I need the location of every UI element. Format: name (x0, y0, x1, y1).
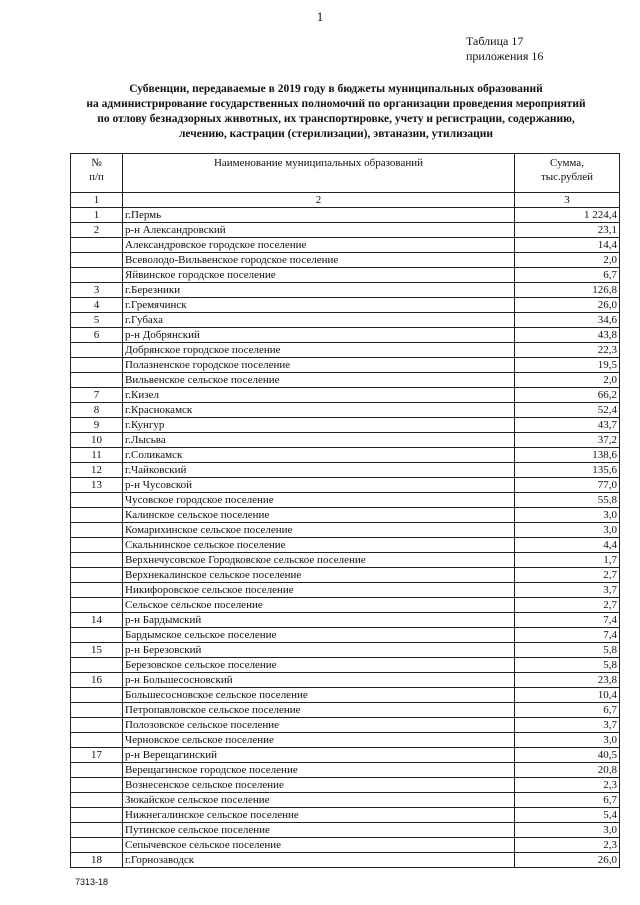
page-number: 1 (316, 9, 324, 24)
row-sum: 40,5 (515, 748, 620, 763)
row-name: р-н Березовский (123, 643, 515, 658)
row-name: г.Губаха (123, 313, 515, 328)
row-name: Скальнинское сельское поселение (123, 538, 515, 553)
table-row (71, 418, 620, 433)
row-number (71, 553, 123, 568)
table-row (71, 553, 620, 568)
header-number (71, 154, 123, 193)
document-title (60, 82, 612, 142)
row-sum: 37,2 (515, 433, 620, 448)
row-number (71, 808, 123, 823)
row-sum: 77,0 (515, 478, 620, 493)
row-number: 8 (71, 403, 123, 418)
row-number: 1 (71, 208, 123, 223)
row-sum: 4,4 (515, 538, 620, 553)
row-name: Зюкайское сельское поселение (123, 793, 515, 808)
row-number (71, 823, 123, 838)
header-number-line: п/п (89, 171, 104, 183)
row-sum: 5,8 (515, 658, 620, 673)
row-sum: 1,7 (515, 553, 620, 568)
header-sum-line: тыс.рублей (540, 171, 594, 183)
row-name: Верхнечусовское Городковское сельское поселение (123, 553, 515, 568)
row-name: г.Березники (123, 283, 515, 298)
table-row (71, 748, 620, 763)
row-name: Черновское сельское поселение (123, 733, 515, 748)
table-reference (466, 34, 543, 64)
row-number: 18 (71, 853, 123, 868)
table-row (71, 613, 620, 628)
row-number (71, 628, 123, 643)
row-sum: 26,0 (515, 298, 620, 313)
table-row (71, 538, 620, 553)
table-row (71, 433, 620, 448)
header-sum (515, 154, 620, 193)
row-number (71, 493, 123, 508)
row-sum: 6,7 (515, 268, 620, 283)
title-line: лечению, кастрации (стерилизации), эвтаназии, утилизации (178, 128, 494, 140)
row-name: Бардымское сельское поселение (123, 628, 515, 643)
row-name: Яйвинское городское поселение (123, 268, 515, 283)
table-row (71, 718, 620, 733)
table-header-row (71, 154, 620, 193)
row-name: г.Лысьва (123, 433, 515, 448)
row-name: Полозовское сельское поселение (123, 718, 515, 733)
row-sum: 55,8 (515, 493, 620, 508)
row-name: Никифоровское сельское поселение (123, 583, 515, 598)
row-sum: 23,8 (515, 673, 620, 688)
row-sum: 3,0 (515, 523, 620, 538)
header-number-line: № (91, 157, 102, 169)
column-index: 2 (123, 193, 515, 208)
row-sum: 2,7 (515, 568, 620, 583)
row-sum: 6,7 (515, 793, 620, 808)
row-sum: 2,0 (515, 373, 620, 388)
row-name: Калинское сельское поселение (123, 508, 515, 523)
row-number (71, 598, 123, 613)
title-line: на администрирование государственных полномочий по организации проведения мероприятий (86, 98, 586, 110)
row-name: г.Соликамск (123, 448, 515, 463)
row-name: Александровское городское поселение (123, 238, 515, 253)
table-row (71, 283, 620, 298)
row-name: Петропавловское сельское поселение (123, 703, 515, 718)
table-row (71, 778, 620, 793)
table-row (71, 478, 620, 493)
table-row (71, 628, 620, 643)
row-number: 9 (71, 418, 123, 433)
table-row (71, 763, 620, 778)
header-name: Наименование муниципальных образований (123, 154, 515, 193)
row-number: 14 (71, 613, 123, 628)
row-number (71, 658, 123, 673)
row-name: Нижнегалинское сельское поселение (123, 808, 515, 823)
row-number: 2 (71, 223, 123, 238)
row-number: 11 (71, 448, 123, 463)
table-row (71, 643, 620, 658)
row-number (71, 358, 123, 373)
row-name: Полазненское городское поселение (123, 358, 515, 373)
table-row (71, 703, 620, 718)
row-sum: 2,3 (515, 778, 620, 793)
row-sum: 7,4 (515, 628, 620, 643)
row-sum: 43,8 (515, 328, 620, 343)
row-name: Сельское сельское поселение (123, 598, 515, 613)
table-body (71, 208, 620, 868)
row-number: 5 (71, 313, 123, 328)
table-row (71, 253, 620, 268)
row-sum: 3,0 (515, 823, 620, 838)
row-number: 16 (71, 673, 123, 688)
table-row (71, 568, 620, 583)
row-name: Верхнекалинское сельское поселение (123, 568, 515, 583)
row-sum: 3,7 (515, 583, 620, 598)
footer-code: 7313-18 (75, 877, 109, 887)
row-number: 17 (71, 748, 123, 763)
table-row (71, 508, 620, 523)
row-number (71, 538, 123, 553)
table-row (71, 658, 620, 673)
row-name: Сепычевское сельское поселение (123, 838, 515, 853)
row-name: г.Гремячинск (123, 298, 515, 313)
row-name: Всеволодо-Вильвенское городское поселение (123, 253, 515, 268)
table-row (71, 328, 620, 343)
row-name: Вильвенское сельское поселение (123, 373, 515, 388)
table-row (71, 808, 620, 823)
row-sum: 5,8 (515, 643, 620, 658)
row-sum: 43,7 (515, 418, 620, 433)
row-number (71, 523, 123, 538)
row-sum: 3,0 (515, 508, 620, 523)
row-sum: 1 224,4 (515, 208, 620, 223)
row-name: Комарихинское сельское поселение (123, 523, 515, 538)
row-number (71, 373, 123, 388)
row-name: г.Горнозаводск (123, 853, 515, 868)
row-sum: 2,0 (515, 253, 620, 268)
column-index-row (71, 193, 620, 208)
row-sum: 2,7 (515, 598, 620, 613)
table-row (71, 493, 620, 508)
table-row (71, 358, 620, 373)
row-number (71, 688, 123, 703)
row-name: р-н Бардымский (123, 613, 515, 628)
row-name: р-н Добрянский (123, 328, 515, 343)
subvention-table (70, 153, 620, 868)
row-number (71, 268, 123, 283)
table-row (71, 448, 620, 463)
table-row (71, 373, 620, 388)
row-name: Березовское сельское поселение (123, 658, 515, 673)
row-number: 6 (71, 328, 123, 343)
row-sum: 138,6 (515, 448, 620, 463)
row-name: Чусовское городское поселение (123, 493, 515, 508)
row-sum: 126,8 (515, 283, 620, 298)
table-row (71, 403, 620, 418)
column-index: 1 (71, 193, 123, 208)
row-number (71, 718, 123, 733)
column-index: 3 (515, 193, 620, 208)
table-row (71, 388, 620, 403)
row-sum: 10,4 (515, 688, 620, 703)
row-name: Путинское сельское поселение (123, 823, 515, 838)
row-sum: 2,3 (515, 838, 620, 853)
row-number (71, 703, 123, 718)
row-sum: 52,4 (515, 403, 620, 418)
row-name: Верещагинское городское поселение (123, 763, 515, 778)
table-row (71, 793, 620, 808)
row-number: 10 (71, 433, 123, 448)
row-sum: 3,7 (515, 718, 620, 733)
table-row (71, 823, 620, 838)
row-number: 12 (71, 463, 123, 478)
row-sum: 3,0 (515, 733, 620, 748)
row-number (71, 763, 123, 778)
table-row (71, 598, 620, 613)
row-number (71, 778, 123, 793)
row-sum: 6,7 (515, 703, 620, 718)
row-number (71, 838, 123, 853)
row-sum: 66,2 (515, 388, 620, 403)
row-name: Добрянское городское поселение (123, 343, 515, 358)
row-sum: 7,4 (515, 613, 620, 628)
row-sum: 5,4 (515, 808, 620, 823)
row-name: г.Чайковский (123, 463, 515, 478)
table-row (71, 853, 620, 868)
row-number: 4 (71, 298, 123, 313)
table-reference-line: приложения 16 (466, 49, 544, 63)
header-sum-line: Сумма, (550, 157, 584, 169)
row-number (71, 508, 123, 523)
table-row (71, 583, 620, 598)
row-sum: 20,8 (515, 763, 620, 778)
row-number (71, 253, 123, 268)
row-name: Вознесенское сельское поселение (123, 778, 515, 793)
row-sum: 135,6 (515, 463, 620, 478)
row-number: 15 (71, 643, 123, 658)
table-row (71, 733, 620, 748)
row-sum: 26,0 (515, 853, 620, 868)
row-name: г.Краснокамск (123, 403, 515, 418)
title-line: Субвенции, передаваемые в 2019 году в бюджеты муниципальных образований (129, 83, 543, 95)
row-name: г.Кизел (123, 388, 515, 403)
row-number: 3 (71, 283, 123, 298)
table-row (71, 523, 620, 538)
row-name: г.Пермь (123, 208, 515, 223)
row-number (71, 238, 123, 253)
table-row (71, 313, 620, 328)
row-name: р-н Большесосновский (123, 673, 515, 688)
row-number (71, 733, 123, 748)
row-number: 7 (71, 388, 123, 403)
title-line: по отлову безнадзорных животных, их транспортировке, учету и регистрации, содержанию, (97, 113, 575, 125)
table-row (71, 208, 620, 223)
row-name: г.Кунгур (123, 418, 515, 433)
table-row (71, 268, 620, 283)
row-number (71, 343, 123, 358)
table-row (71, 298, 620, 313)
row-sum: 19,5 (515, 358, 620, 373)
table-row (71, 238, 620, 253)
table-reference-line: Таблица 17 (466, 34, 524, 48)
row-name: Большесосновское сельское поселение (123, 688, 515, 703)
row-sum: 23,1 (515, 223, 620, 238)
table-row (71, 343, 620, 358)
row-name: р-н Александровский (123, 223, 515, 238)
table-row (71, 223, 620, 238)
table-row (71, 838, 620, 853)
row-name: р-н Чусовской (123, 478, 515, 493)
row-number: 13 (71, 478, 123, 493)
row-sum: 34,6 (515, 313, 620, 328)
table-row (71, 673, 620, 688)
row-number (71, 793, 123, 808)
row-name: р-н Верещагинский (123, 748, 515, 763)
table-row (71, 463, 620, 478)
table-row (71, 688, 620, 703)
row-sum: 14,4 (515, 238, 620, 253)
row-sum: 22,3 (515, 343, 620, 358)
row-number (71, 583, 123, 598)
row-number (71, 568, 123, 583)
